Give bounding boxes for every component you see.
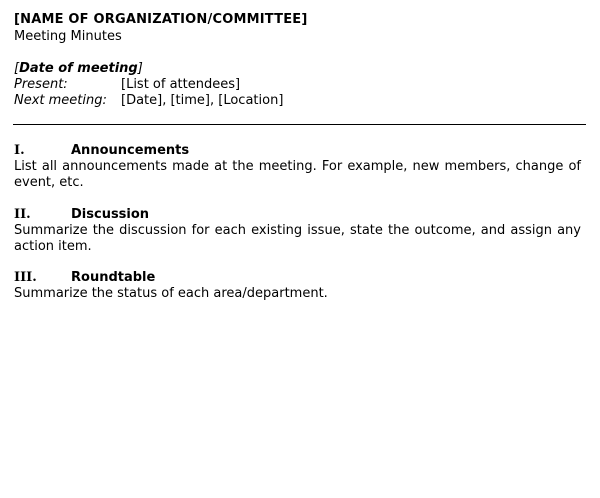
section-title: Discussion: [71, 207, 150, 222]
organization-title: [NAME OF ORGANIZATION/COMMITTEE]: [14, 12, 308, 27]
meeting-date: [14, 61, 143, 76]
next-meeting-value: [121, 93, 283, 108]
section-heading: [14, 207, 581, 223]
separator: ,: [210, 93, 219, 108]
horizontal-divider: [13, 124, 586, 125]
section-announcements: [14, 143, 581, 191]
attendees-placeholder: [List of attendees]: [121, 77, 241, 92]
next-date-placeholder: [Date]: [121, 93, 163, 108]
section-number: III.: [14, 270, 37, 285]
section-heading: [14, 270, 581, 286]
next-location-placeholder: [Location]: [218, 93, 284, 108]
section-body: Summarize the discussion for each existing issue, state the outcome, and assign any action item.: [14, 223, 581, 254]
date-placeholder: Date of meeting: [19, 61, 138, 76]
section-number: II.: [14, 207, 31, 222]
section-heading: [14, 143, 581, 159]
present-row: [14, 77, 240, 92]
date-close-bracket: ]: [137, 61, 143, 76]
section-body: Summarize the status of each area/department.: [14, 286, 328, 301]
date-open-bracket: [: [14, 61, 20, 76]
next-meeting-label: Next meeting:: [14, 93, 107, 108]
next-meeting-row: [14, 93, 283, 108]
section-discussion: [14, 207, 581, 255]
document-subtitle: Meeting Minutes: [14, 29, 122, 44]
section-body: List all announcements made at the meeting. For example, new members, change of event, etc.: [14, 159, 581, 190]
section-roundtable: [14, 270, 581, 302]
next-time-placeholder: [time]: [170, 93, 210, 108]
section-number: I.: [14, 143, 25, 158]
present-label: Present:: [14, 77, 68, 92]
section-title: Announcements: [71, 143, 190, 158]
section-title: Roundtable: [71, 270, 156, 285]
separator: ,: [162, 93, 171, 108]
